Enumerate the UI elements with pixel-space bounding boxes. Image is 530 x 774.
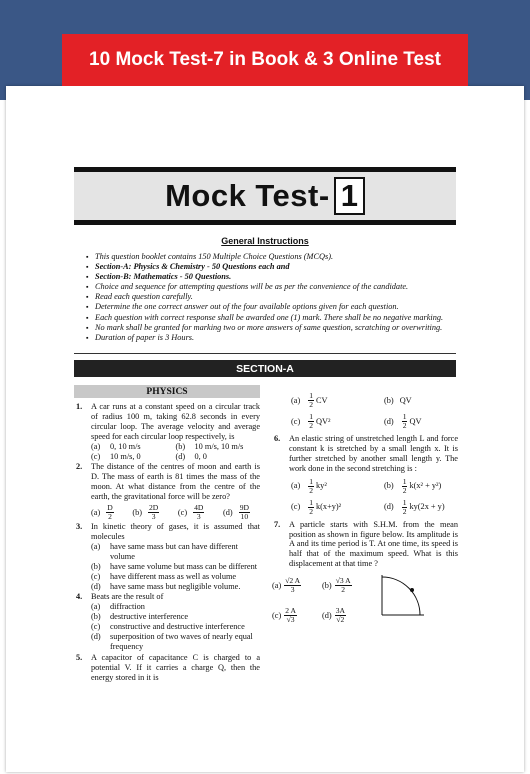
title-number: 1 xyxy=(334,177,365,215)
option-d: (d) $\frac{1}{2}$ ky(2x + y) xyxy=(384,497,445,516)
question-3: 3. In kinetic theory of gases, it is assumed that molecules (a) have same mass but can have different volume (b) have same volume but mass can be different (c) have different mass as well as volume (d) have same mass but negligible volume. xyxy=(76,522,260,591)
instruction-item: ▪ Section-A: Physics & Chemistry - 50 Questions each and xyxy=(88,262,468,272)
left-column xyxy=(74,402,260,684)
option-d: (d) have same mass but negligible volume. xyxy=(91,581,241,591)
option-a: (a) $\frac{1}{2}$ ky² xyxy=(291,476,327,495)
page-title xyxy=(74,167,456,225)
question-text: A capacitor of capacitance C is charged to a potential V. If it carries a charge Q, then the energy stored in it is xyxy=(91,652,260,682)
option-b: (b) $\frac{√3 A}{2}$ xyxy=(322,576,351,595)
title-text: Mock Test- xyxy=(165,178,330,213)
divider xyxy=(74,353,456,354)
option-a: (a) have same mass but can have different volume xyxy=(91,541,238,561)
q5-option-a: (a) $\frac{1}{2}$ CV xyxy=(291,391,328,409)
question-6: 6. An elastic string of unstretched length L and force constant k is stretched by a small length x. It is further stretched by another small length y. The work done in the second stretching is : (a) $\frac{1}{2}$ ky² (b) $\frac{1}{2}$ k(x² + y²) (c) $\frac{1}{2}$ k(x+y)² (d) $\frac{1}{2}$ ky(2x + y) xyxy=(274,434,458,516)
q5-option-c: (c) $\frac{1}{2}$ QV² xyxy=(291,412,331,430)
option-a: (a) diffraction xyxy=(91,602,145,612)
option-c: (c) 10 m/s, 0 xyxy=(91,451,141,461)
instruction-item: ▪ Read each question carefully. xyxy=(88,292,468,302)
option-b: (b) $\frac{1}{2}$ k(x² + y²) xyxy=(384,476,442,495)
right-column xyxy=(272,388,458,634)
shm-figure xyxy=(378,573,428,617)
instruction-item: ▪ Choice and sequence for attempting questions will be as per the convenience of the candidate. xyxy=(88,282,468,292)
option-c: (c) $\frac{2 A}{√3}$ xyxy=(272,606,296,625)
question-text: The distance of the centres of moon and earth is D. The mass of earth is 81 times the mass of the moon. At what distance from the centre of the earth, the gravitational force will be zero? xyxy=(91,462,260,502)
banner: 10 Mock Test-7 in Book & 3 Online Test xyxy=(62,34,468,86)
question-text: A car runs at a constant speed on a circular track of radius 100 m, taking 62.8 seconds in every circular loop. The average velocity and average speed for each circular loop respectively, is xyxy=(91,402,260,441)
option-a: (a) $\frac{D}{2}$ xyxy=(91,503,113,522)
instruction-item: ▪ No mark shall be granted for marking two or more answers of same question, scratching or overwriting. xyxy=(88,323,468,333)
option-b: (b) $\frac{2D}{3}$ xyxy=(132,503,159,522)
question-text: A particle starts with S.H.M. from the mean position as shown in figure below. Its amplitude is A and its time period is T. At one time, its speed is half that of the maximum speed. What is this displacement at that time ? xyxy=(289,519,458,569)
option-d: (d) superposition of two waves of nearly equal frequency xyxy=(91,632,253,651)
instruction-item: ▪ This question booklet contains 150 Multiple Choice Questions (MCQs). xyxy=(88,252,468,262)
option-c: (c) $\frac{4D}{3}$ xyxy=(177,503,204,522)
question-1: 1. A car runs at a constant speed on a circular track of radius 100 m, taking 62.8 seconds in every circular loop. The average velocity and average speed for each circular loop respectively, is (a) 0, 10 m/s (b) 10 m/s, 10 m/s (c) 10 m/s, 0 (d) 0, 0 xyxy=(76,402,260,461)
option-a: (a) 0, 10 m/s xyxy=(91,441,141,451)
question-2: 2. The distance of the centres of moon and earth is D. The mass of earth is 81 times the mass of the moon. At what distance from the centre of the earth, the gravitational force will be zero? (a) $\frac{D}{2}$ (b) $\frac{2D}{3}$ (c) $\frac{4D}{3}$ (d) $\frac{9D}{10}$ xyxy=(76,462,260,522)
option-b: (b) 10 m/s, 10 m/s xyxy=(175,441,244,451)
section-heading: SECTION-A xyxy=(74,360,456,377)
instructions-list xyxy=(88,252,468,343)
question-text: Beats are the result of xyxy=(91,592,164,602)
option-d: (d) $\frac{9D}{10}$ xyxy=(223,503,249,522)
question-5: 5. A capacitor of capacitance C is charged to a potential V. If it carries a charge Q, then the energy stored in it is xyxy=(76,652,260,682)
option-a: (a) $\frac{√2 A}{3}$ xyxy=(272,576,301,595)
q5-option-b: (b) QV xyxy=(384,395,412,405)
option-d: (d) 0, 0 xyxy=(175,451,207,461)
option-c: (c) constructive and destructive interference xyxy=(91,622,245,632)
option-b: (b) have same volume but mass can be different xyxy=(91,561,258,571)
instruction-item: ▪ Determine the one correct answer out of the four available options given for each question. xyxy=(88,302,468,312)
instruction-item: ▪ Section-B: Mathematics - 50 Questions. xyxy=(88,272,468,282)
subject-heading: PHYSICS xyxy=(74,385,260,398)
option-c: (c) have different mass as well as volume xyxy=(91,571,237,581)
q5-option-d: (d) $\frac{1}{2}$ QV xyxy=(384,412,422,430)
option-d: (d) $\frac{3A}{√2}$ xyxy=(322,606,345,625)
question-text: An elastic string of unstretched length L and force constant k is stretched by a small length x. It is further stretched by another small length y. The work done in the second stretching is : xyxy=(289,434,458,473)
instructions-heading: General Instructions xyxy=(221,236,309,246)
option-c: (c) $\frac{1}{2}$ k(x+y)² xyxy=(291,497,342,516)
option-b: (b) destructive interference xyxy=(91,612,189,622)
question-4: 4. Beats are the result of (a) diffraction (b) destructive interference (c) constructive and destructive interference (d) superposition of two waves of nearly equal frequency xyxy=(74,592,260,651)
question-text: In kinetic theory of gases, it is assumed that molecules xyxy=(91,522,260,541)
question-7: 7. A particle starts with S.H.M. from the mean position as shown in figure below. Its amplitude is A and its time period is T. At one time, its speed is half that of the maximum speed. What is this displacement at that time ? (a) $\frac{√2 A}{3}$ (b) $\frac{√3 A}{2}$ (c) $\frac{2 A}{√3}$ (d) $\frac{3A}{√2}$ xyxy=(272,519,458,625)
instruction-item: ▪ Each question with correct response shall be awarded one (1) mark. There shall be no negative marking. xyxy=(88,313,468,323)
instruction-item: ▪ Duration of paper is 3 Hours. xyxy=(88,333,468,343)
